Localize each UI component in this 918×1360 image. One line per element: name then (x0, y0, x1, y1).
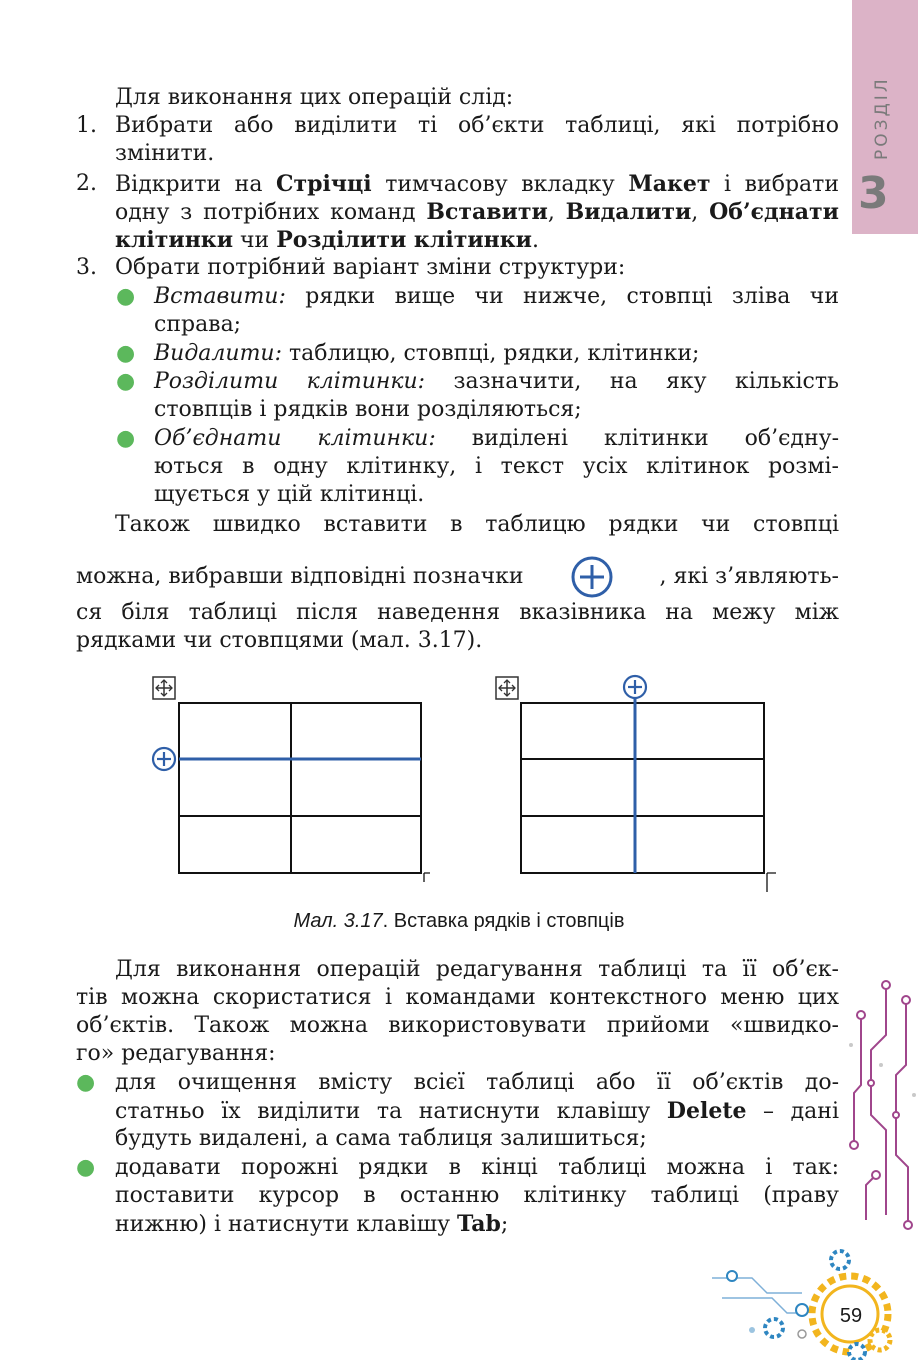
bullet-icon: ● (76, 1155, 96, 1180)
bullet-clear-line-1: для очищення вмісту всієї таблиці або її об’єктів до- (115, 1070, 839, 1095)
left-table-grid (179, 703, 430, 882)
figure-caption-text: . Вставка рядків і стовпців (382, 910, 625, 932)
para2-line-3: ся біля таблиці після наведення вказівника на межу між (76, 600, 839, 625)
para3-line-4: го» редагування: (76, 1041, 276, 1066)
right-table-grid (521, 698, 776, 892)
bullet-insert-line-1: Вставити: рядки вище чи нижче, стовпці зліва чи (154, 284, 839, 309)
bullet-clear-line-2: статньо їх виділити та натиснути клавішу Delete – дані (115, 1098, 839, 1124)
para2-line-2-start: можна, вибравши відповідні позначки (76, 564, 524, 589)
bullet-merge-line-2: ються в одну клітинку, і текст усіх клітинок розмі- (154, 454, 839, 479)
bullet-icon: ● (116, 369, 136, 394)
bullet-add-rows-line-1: додавати порожні рядки в кінці таблиці можна і так: (115, 1155, 839, 1180)
bullet-icon: ● (116, 341, 136, 366)
bullet-icon: ● (76, 1070, 96, 1095)
bullet-delete: Видалити: таблицю, стовпці, рядки, клітинки; (154, 341, 700, 366)
bullet-merge-line-1: Об’єднати клітинки: виділені клітинки об’єдну- (154, 426, 840, 451)
step-2-line-3: клітинки чи Розділити клітинки. (115, 227, 539, 253)
page-number: 59 (839, 1305, 863, 1327)
insert-column-plus-icon (624, 676, 646, 698)
figure-caption-label: Мал. 3.17 (293, 910, 383, 932)
step-1-line-2: змінити. (115, 141, 215, 166)
bullet-merge-line-3: щується у цій клітинці. (154, 482, 425, 507)
step-1-number: 1. (76, 113, 97, 138)
para3-line-2: тів можна скористатися і командами контекстного меню цих (76, 985, 839, 1010)
circuit-decoration (846, 975, 918, 1245)
table-move-handle-icon (496, 677, 518, 699)
bullet-icon: ● (116, 284, 136, 309)
insert-row-plus-icon (153, 748, 175, 770)
step-2-line-2: одну з потрібних команд Вставити, Видалити, Об’єднати (115, 199, 839, 225)
para2-line-1: Також швидко вставити в таблицю рядки чи стовпці (115, 512, 839, 537)
step-2-number: 2. (76, 171, 97, 196)
bullet-split-line-2: стовпців і рядків вони розділяються; (154, 397, 582, 422)
step-2-line-1: Відкрити на Стрічці тимчасову вкладку Макет і вибрати (115, 171, 839, 197)
bullet-split-line-1: Розділити клітинки: зазначити, на яку кількість (154, 369, 840, 394)
intro-text: Для виконання цих операцій слід: (115, 85, 514, 110)
bullet-insert-line-2: справа; (154, 312, 242, 337)
figure-insert-rows-columns (140, 670, 790, 892)
table-move-handle-icon (153, 677, 175, 699)
gears-decoration (712, 1238, 918, 1360)
para2-line-2 (76, 554, 839, 600)
para3-line-1: Для виконання операцій редагування таблиці та її об’єк- (115, 957, 839, 982)
bullet-clear-line-3: будуть видалені, а сама таблиця залишиться; (115, 1126, 647, 1151)
step-1-line-1: Вибрати або виділити ті об’єкти таблиці, які потрібно (115, 113, 839, 138)
step-3-number: 3. (76, 255, 97, 280)
bullet-add-rows-line-2: поставити курсор в останню клітинку таблиці (праву (115, 1183, 839, 1208)
insert-plus-icon (569, 554, 615, 600)
step-3-text: Обрати потрібний варіант зміни структури: (115, 255, 626, 280)
bullet-icon: ● (116, 426, 136, 451)
section-label: РОЗДІЛ (872, 76, 892, 160)
section-number: 3 (858, 168, 889, 219)
bullet-add-rows-line-3: нижню) і натиснути клавішу Tab; (115, 1211, 509, 1237)
para3-line-3: об’єктів. Також можна використовувати прийоми «швидко- (76, 1013, 839, 1038)
para2-line-4: рядками чи стовпцями (мал. 3.17). (76, 628, 483, 653)
para2-line-2-end: , які з’являють- (659, 564, 839, 589)
figure-caption (0, 910, 918, 933)
